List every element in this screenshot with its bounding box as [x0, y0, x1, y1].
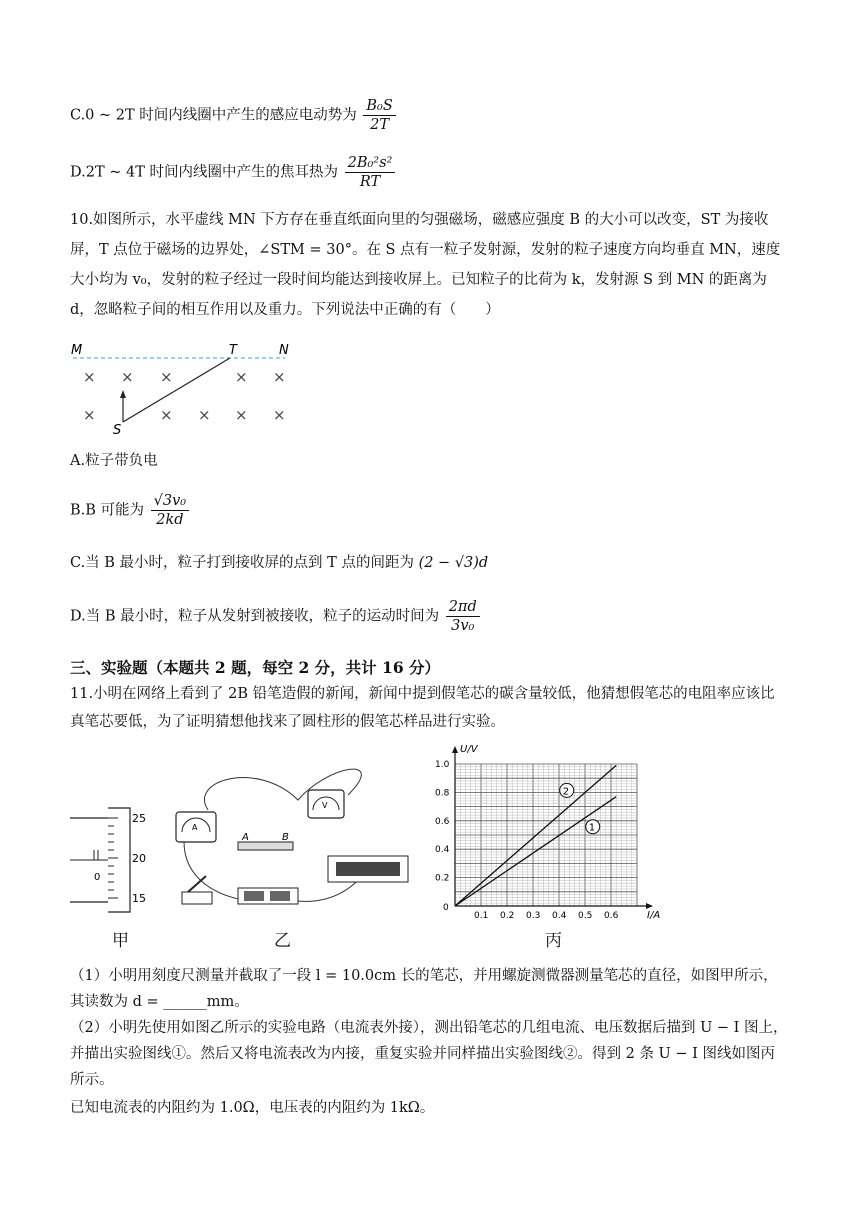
- y-tick-label: 0.4: [435, 845, 450, 856]
- option-d-text: D.当 B 最小时，粒子从发射到被接收，粒子的运动时间为: [70, 608, 440, 625]
- magnetic-field-figure: [65, 340, 305, 440]
- fraction-numerator: √3v₀: [151, 492, 189, 511]
- q11-part2-line-2: 并描出实验图线①。然后又将电流表改为内接，重复实验并同样描出实验图线②。得到 2 条 U − I 图线如图丙: [70, 1046, 775, 1062]
- y-tick-label: 0.2: [435, 873, 450, 884]
- x-tick-label: 0.4: [552, 911, 567, 921]
- thimble-ticks: [108, 818, 118, 898]
- q11-part1-line-2: 其读数为 d = ______mm。: [70, 994, 249, 1010]
- screen-st-line: [123, 358, 230, 422]
- option-c-expression: (2 − √3)d: [418, 555, 489, 571]
- fraction-numerator: 2B₀²s²: [345, 154, 396, 173]
- fraction-denominator: RT: [359, 174, 381, 190]
- x-tick-label: 0.3: [526, 911, 541, 921]
- q10-option-a: A.粒子带负电: [70, 453, 158, 469]
- option-b-text: B.B 可能为: [70, 502, 145, 519]
- caption-jia: 甲: [112, 931, 129, 951]
- pencil-lead-sample: [238, 842, 293, 850]
- series-line-2: [455, 765, 616, 906]
- option-b-fraction: [151, 492, 189, 529]
- q11-intro-line-1: 11.小明在网络上看到了 2B 铅笔造假的新闻，新闻中提到假笔芯的碳含量较低，他猜想假笔芯的电阻率应该比: [70, 686, 775, 702]
- fraction-denominator: 3v₀: [451, 618, 475, 634]
- label-a: A: [242, 832, 249, 843]
- q11-part2-line-1: （2）小明先使用如图乙所示的实验电路（电流表外接），测出铅笔芯的几组电流、电压数据后描到 U − I 图上，: [70, 1020, 788, 1036]
- tick-25: 25: [132, 812, 146, 825]
- caption-yi: 乙: [274, 931, 291, 951]
- x-tick-label: 0.6: [604, 911, 619, 921]
- label-s: S: [113, 423, 122, 438]
- cross-mark: ×: [235, 406, 248, 424]
- label-t: T: [229, 343, 237, 358]
- fraction-denominator: 2kd: [156, 512, 184, 528]
- x-tick-label: 0.5: [578, 911, 593, 921]
- series-label: 1: [588, 822, 596, 834]
- switch-icon: [182, 892, 212, 904]
- label-n: N: [279, 343, 289, 358]
- x-tick-label: 0.2: [500, 911, 515, 921]
- question-10-stem: 10.如图所示，水平虚线 MN 下方存在垂直纸面向里的匀强磁场，磁感应强度 B 的大小可以改变，ST 为接收屏，T 点位于磁场的边界处，∠STM = 30°。在 S 点有一粒子发射源，发射的粒子速度方向均垂直 MN，速度大小均为 v₀，发射的粒子经过一段时间均能达到接收屏上。已知粒子的比荷为 k，发射源 S 到 MN 的距离为 d，忽略粒子间的相互作用以及重力。下列说法中正确的有（ ）: [70, 212, 781, 318]
- option-c-previous: [70, 97, 398, 134]
- cross-mark: ×: [160, 406, 173, 424]
- origin-label: 0: [443, 903, 449, 913]
- fraction-numerator: B₀S: [363, 97, 395, 116]
- option-c-text: C.0 ~ 2T 时间内线圈中产生的感应电动势为: [70, 107, 357, 124]
- arrow-head-icon: [120, 390, 126, 398]
- y-tick-label: 1.0: [435, 760, 450, 770]
- option-d-text: D.2T ~ 4T 时间内线圈中产生的焦耳热为: [70, 164, 338, 181]
- caption-bing: 丙: [545, 931, 562, 951]
- q11-part2-line-3: 所示。: [70, 1072, 114, 1088]
- x-axis-arrow-icon: [646, 903, 653, 909]
- section-3-heading: 三、实验题（本题共 2 题，每空 2 分，共计 16 分）: [70, 658, 441, 677]
- fraction-numerator: 2πd: [446, 598, 480, 617]
- cross-mark: ×: [273, 368, 286, 386]
- option-d-fraction: [345, 154, 396, 191]
- q10-option-c: [70, 552, 488, 574]
- y-axis-arrow-icon: [452, 746, 458, 753]
- y-tick-label: 0.6: [435, 816, 450, 827]
- cross-mark: ×: [273, 406, 286, 424]
- cross-mark: ×: [83, 368, 96, 386]
- ui-chart: [425, 740, 675, 930]
- option-c-text: C.当 B 最小时，粒子打到接收屏的点到 T 点的间距为: [70, 555, 414, 571]
- cross-mark: ×: [235, 368, 248, 386]
- y-tick-label: 0.8: [435, 788, 450, 799]
- q11-part2-line-4: 已知电流表的内阻约为 1.0Ω，电压表的内阻约为 1kΩ。: [70, 1100, 435, 1116]
- label-m: M: [71, 343, 83, 358]
- tick-15: 15: [132, 892, 146, 905]
- cross-mark: ×: [198, 406, 211, 424]
- micrometer-zero: 0: [94, 872, 101, 883]
- cross-mark: ×: [121, 368, 134, 386]
- x-tick-label: 0.1: [474, 911, 489, 921]
- voltmeter-label: V: [322, 801, 328, 810]
- q11-part1-line-1: （1）小明用刻度尺测量并截取了一段 l = 10.0cm 长的笔芯，并用螺旋测微器测量笔芯的直径，如图甲所示，: [70, 968, 778, 984]
- y-axis-label: U/V: [460, 744, 478, 755]
- option-d-previous: [70, 154, 397, 191]
- circuit-figure: [168, 760, 418, 920]
- micrometer-figure: [68, 800, 158, 920]
- cross-mark: ×: [83, 406, 96, 424]
- x-axis-label: I/A: [647, 910, 661, 921]
- field-crosses: [83, 368, 286, 424]
- label-b: B: [282, 832, 289, 843]
- cross-mark: ×: [160, 368, 173, 386]
- fraction-denominator: 2T: [370, 117, 390, 133]
- option-c-fraction: [363, 97, 395, 134]
- tick-20: 20: [132, 852, 146, 865]
- ammeter-label: A: [192, 823, 198, 832]
- option-d-fraction: [446, 598, 480, 635]
- series-line-1: [455, 797, 616, 906]
- series-label: 2: [562, 786, 570, 798]
- q10-option-d: [70, 598, 482, 635]
- q11-intro-line-2: 真笔芯要低，为了证明猜想他找来了圆柱形的假笔芯样品进行实验。: [70, 714, 505, 730]
- q10-option-b: [70, 492, 191, 529]
